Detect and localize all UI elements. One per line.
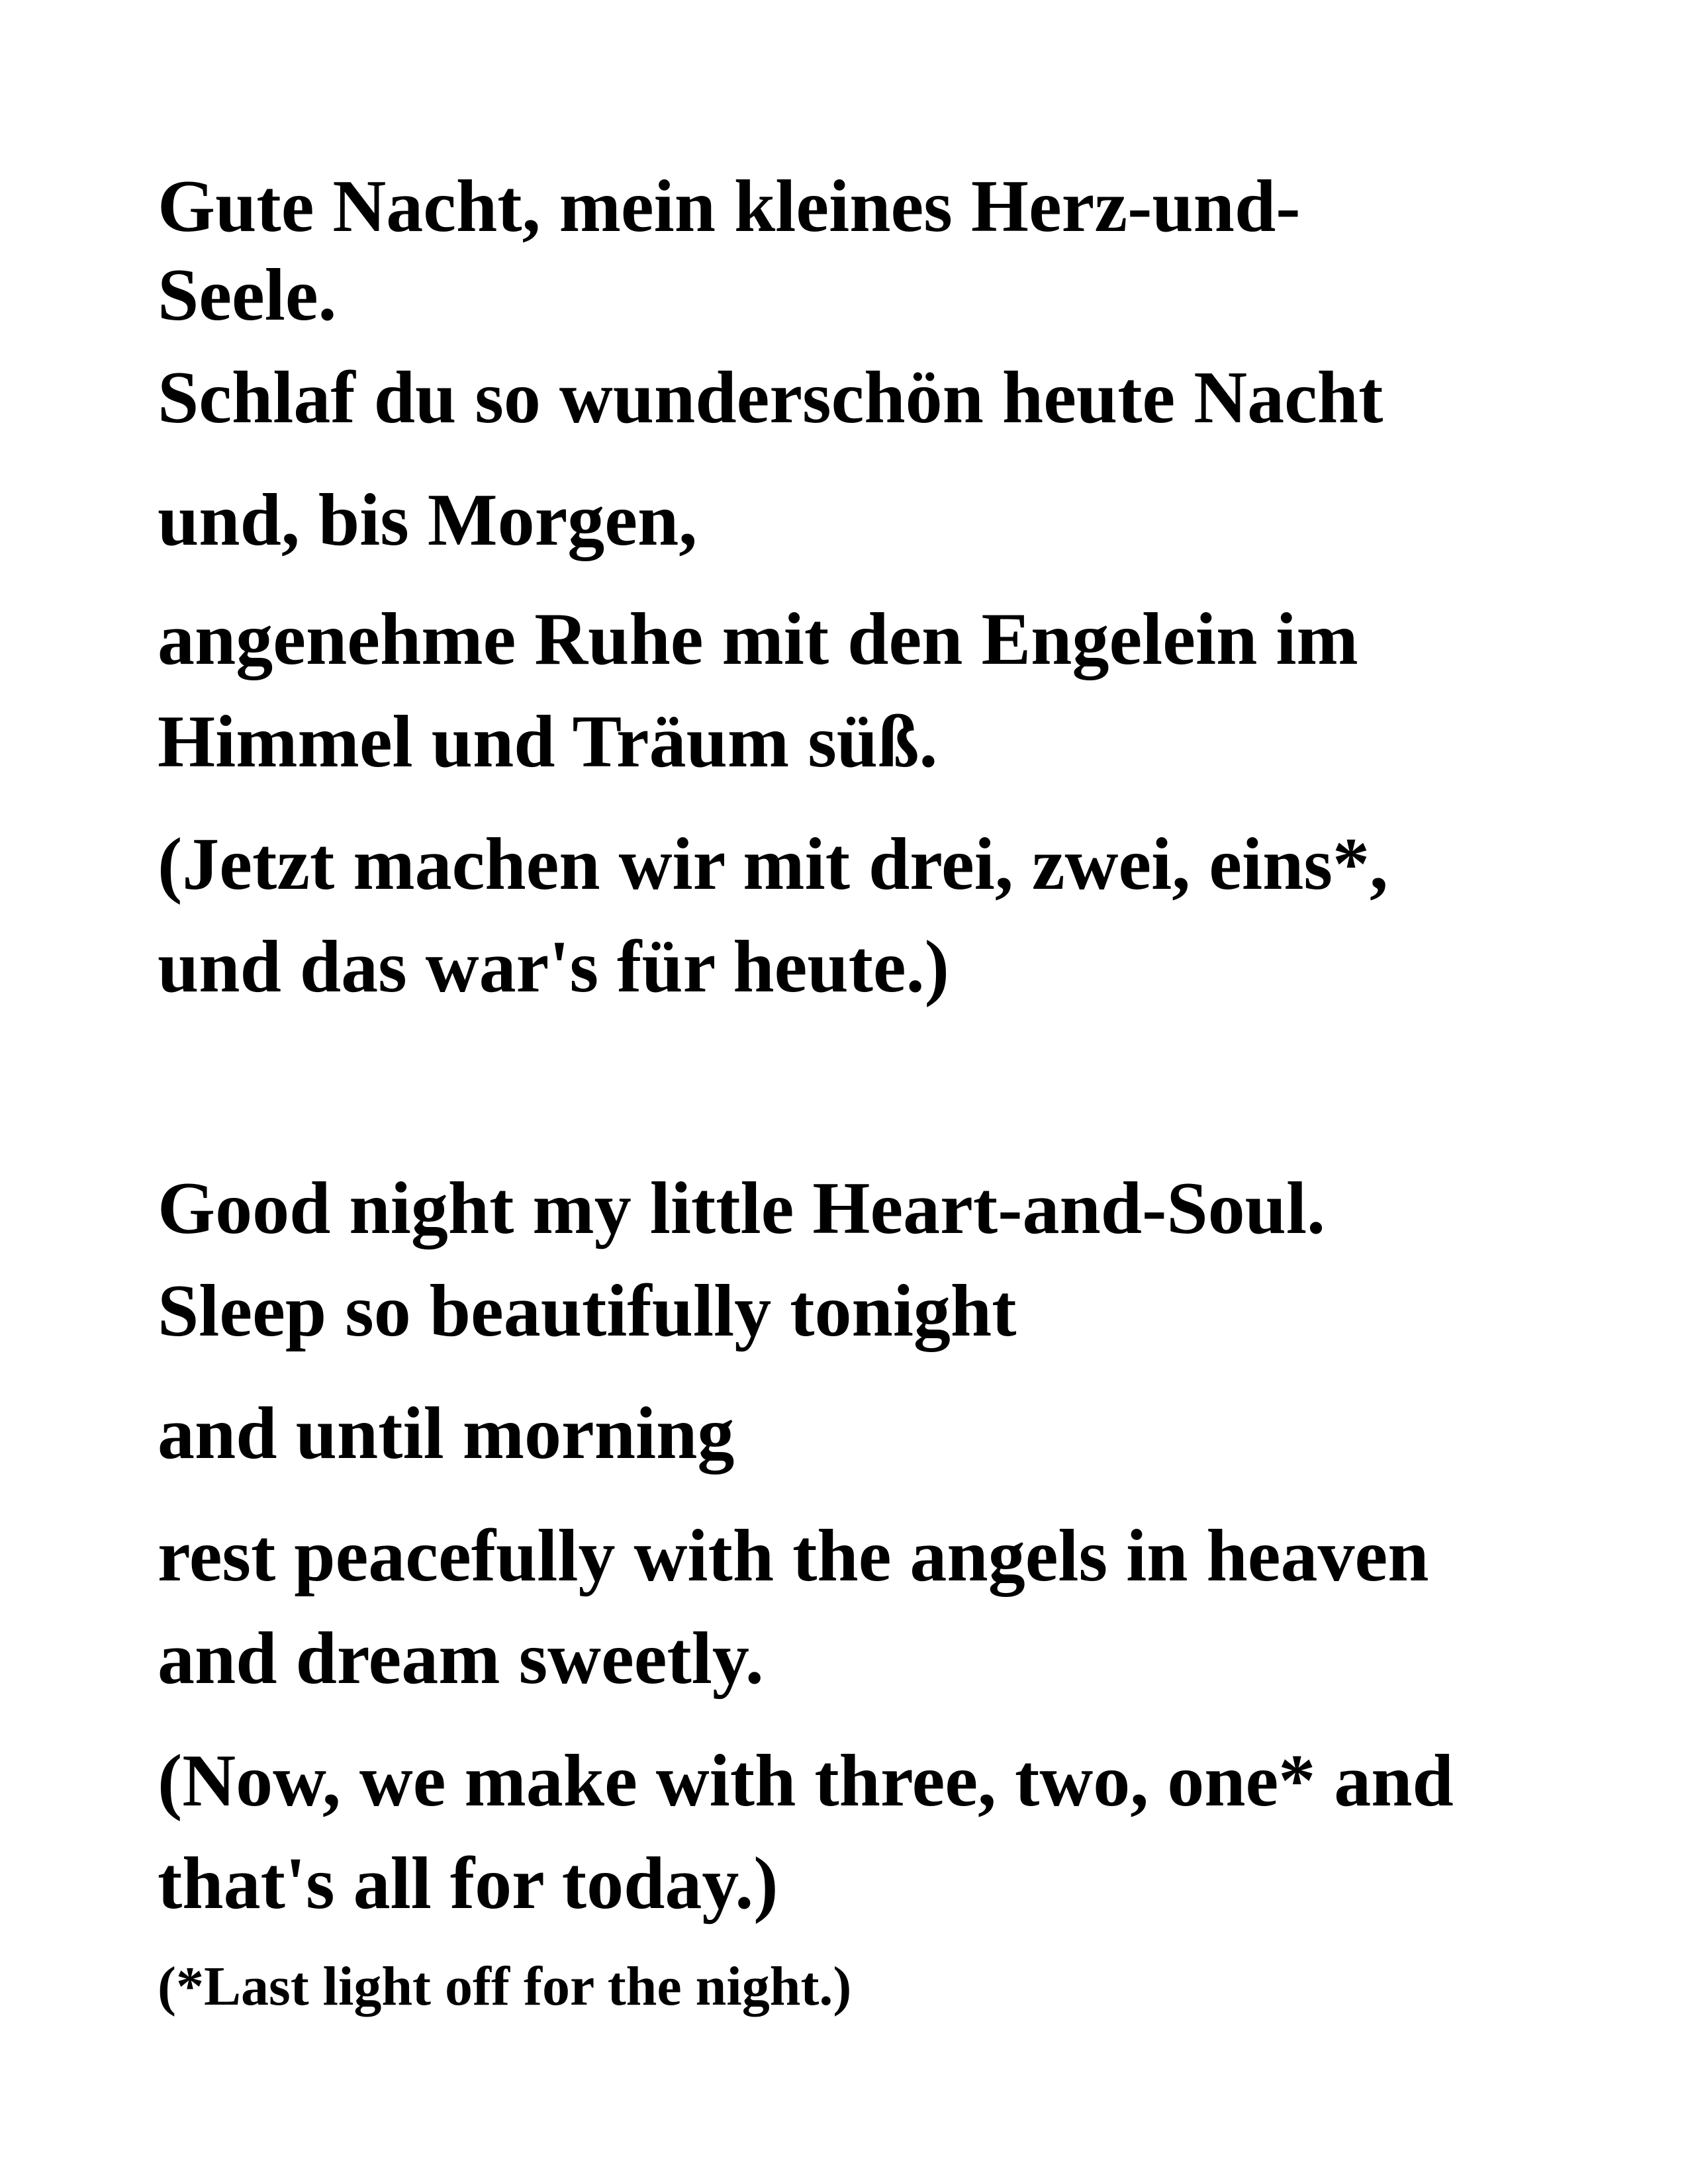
english-line-6: (Now, we make with three, two, one* and (158, 1740, 1454, 1822)
english-line-5: and dream sweetly. (158, 1617, 764, 1700)
english-line-3: and until morning (158, 1392, 735, 1475)
english-line-7: that's all for today.) (158, 1843, 778, 1925)
german-line-1: Gute Nacht, mein kleines Herz-und- (158, 165, 1301, 248)
german-line-6: Himmel und Träum süß. (158, 701, 938, 783)
english-line-2: Sleep so beautifully tonight (158, 1270, 1017, 1352)
german-line-3: Schlaf du so wunderschön heute Nacht (158, 357, 1383, 439)
german-line-5: angenehme Ruhe mit den Engelein im (158, 598, 1358, 680)
german-line-2: Seele. (158, 254, 337, 336)
footnote: (*Last light off for the night.) (158, 1956, 852, 2017)
german-line-7: (Jetzt machen wir mit drei, zwei, eins*, (158, 823, 1388, 905)
english-line-1: Good night my little Heart-and-Soul. (158, 1167, 1326, 1250)
german-line-8: und das war's für heute.) (158, 926, 949, 1008)
german-line-4: und, bis Morgen, (158, 479, 698, 561)
english-line-4: rest peacefully with the angels in heaven (158, 1515, 1429, 1597)
